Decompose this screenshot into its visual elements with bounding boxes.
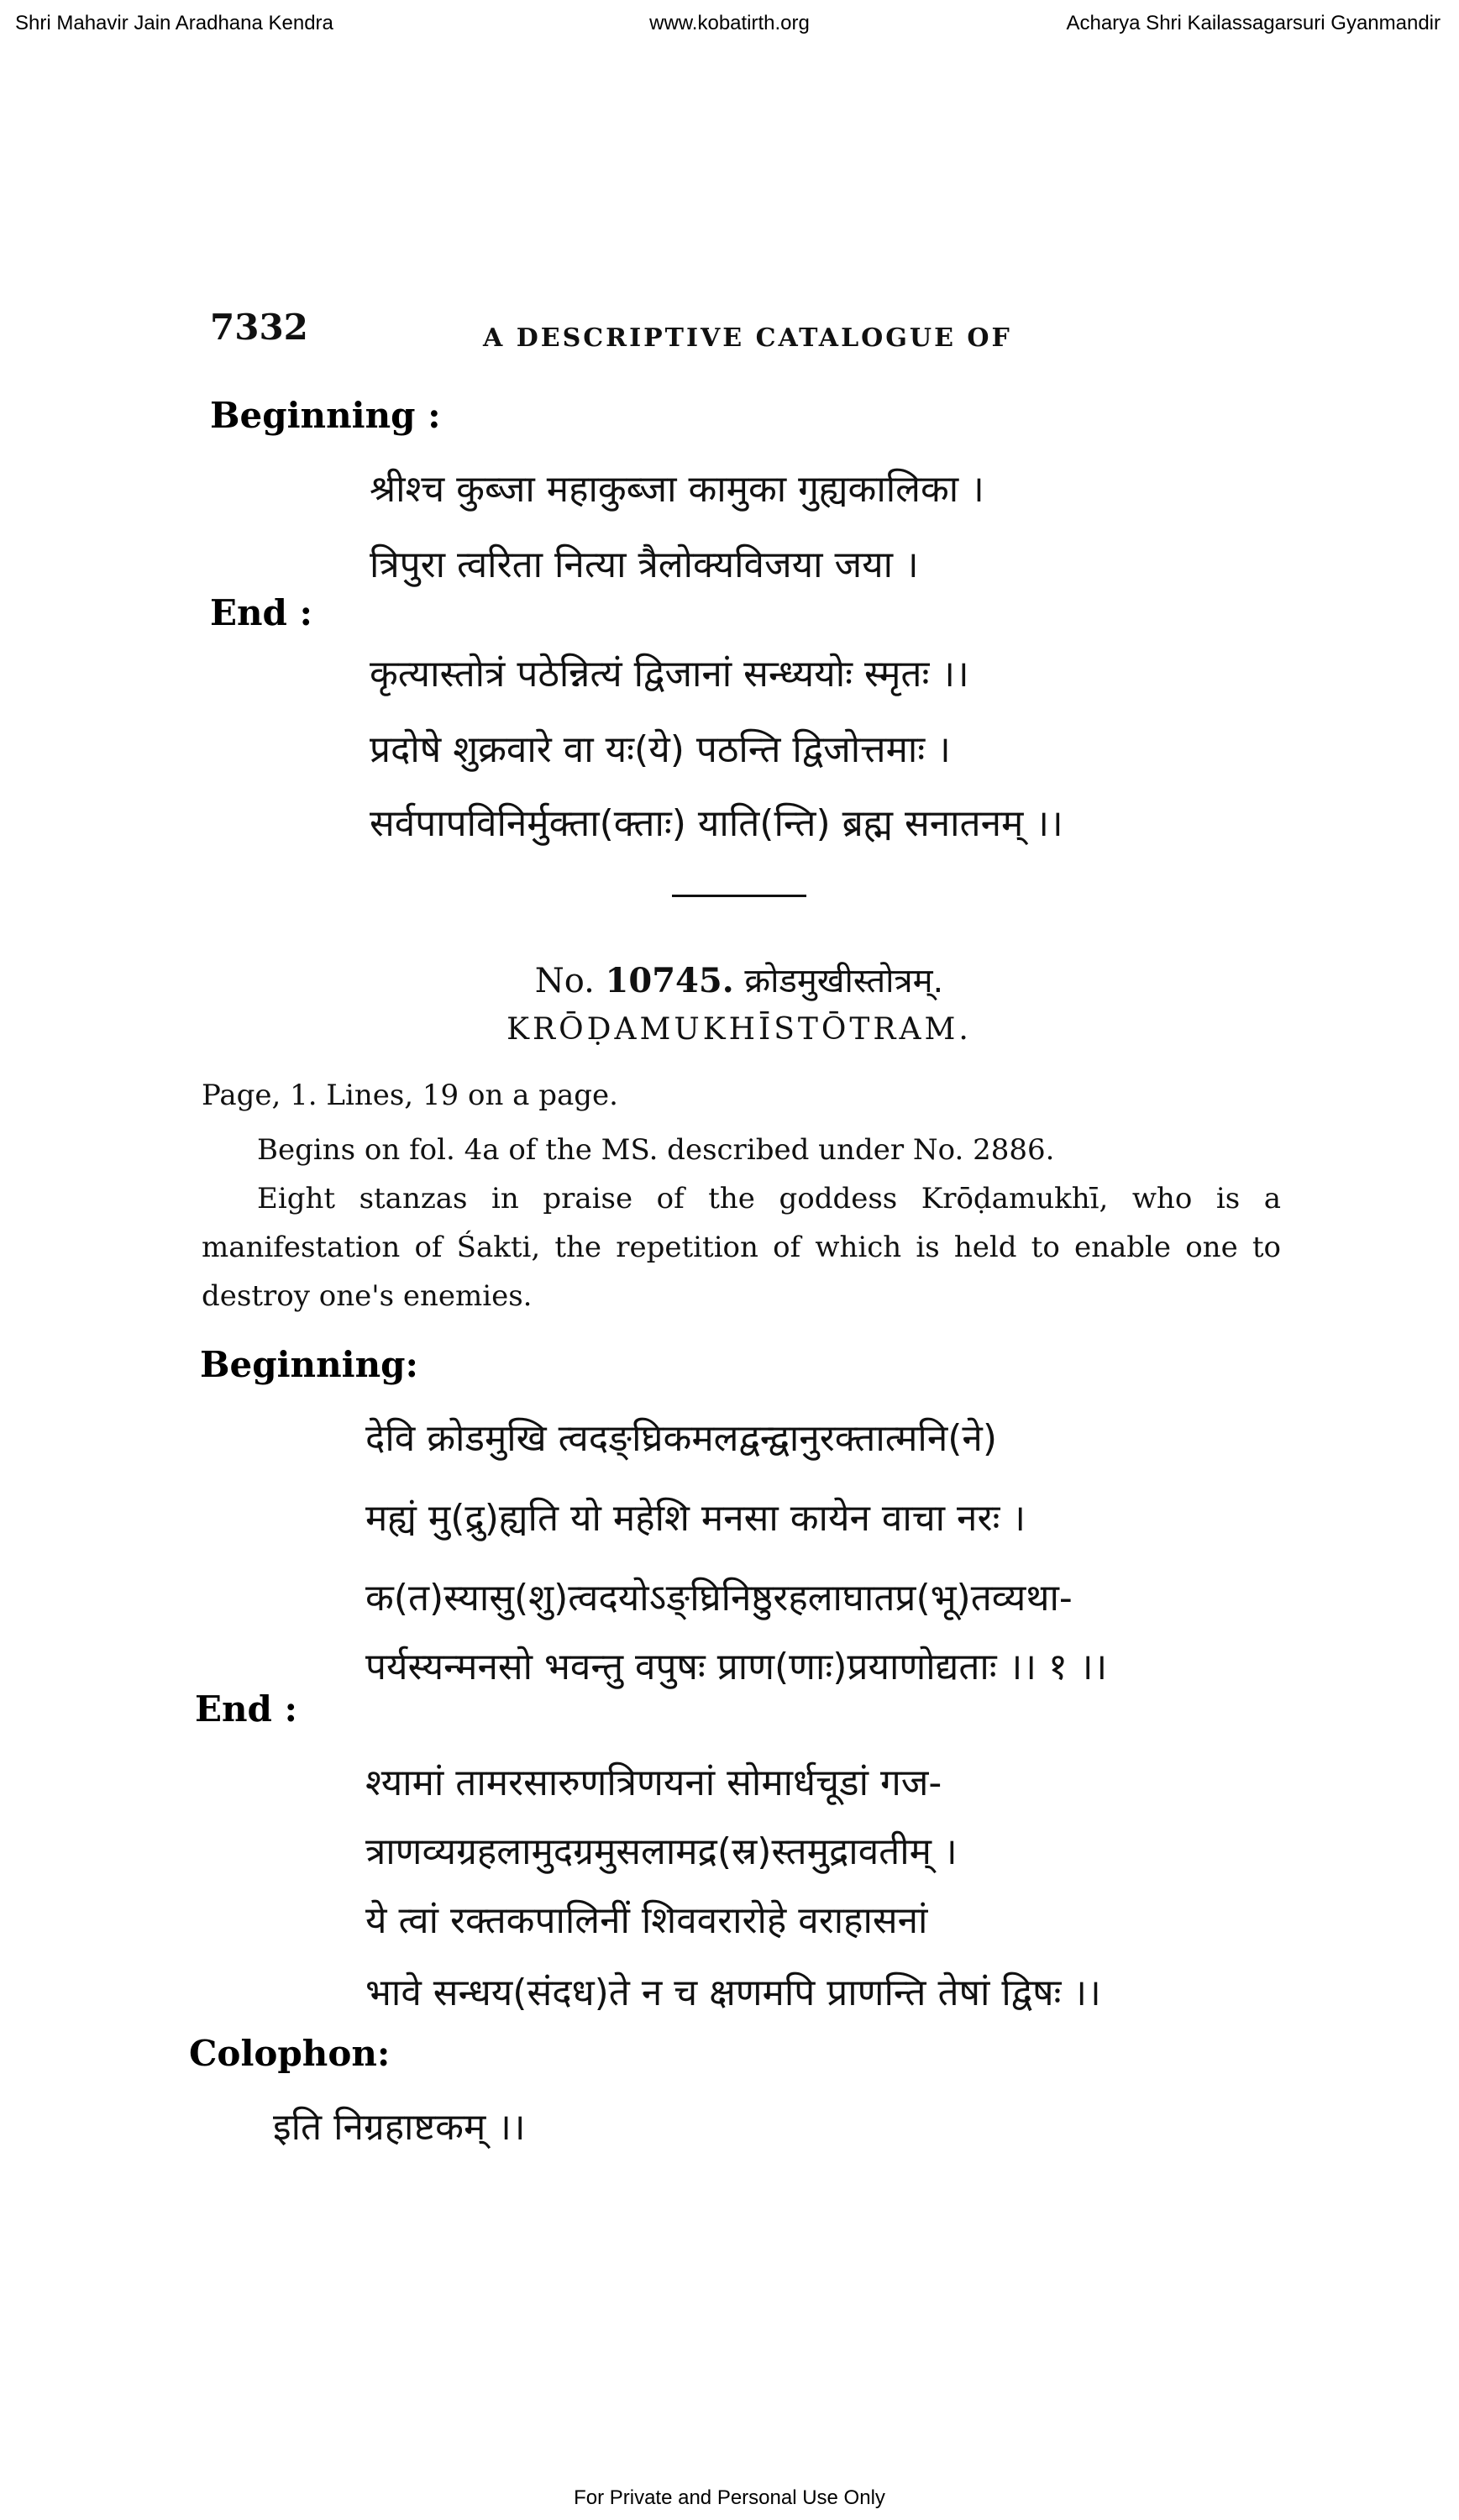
running-title: A DESCRIPTIVE CATALOGUE OF — [483, 323, 1012, 353]
entry-beginning-line: पर्यस्यन्मनसो भवन्तु वपुषः प्राण(णाः)प्रयाणोद्यताः ।। १ ।। — [365, 1646, 1108, 1688]
prev-end-line: कृत्यास्तोत्रं पठेन्नित्यं द्विजानां सन्ध्ययोः स्मृतः ।। — [370, 653, 969, 696]
entry-begins: Begins on fol. 4a of the MS. described under No. 2886. — [257, 1133, 1055, 1167]
entry-end-line: त्राणव्यग्रहलामुदग्रमुसलामद्र(स्र)स्तमुद्रावतीम् । — [365, 1830, 958, 1873]
entry-description: Eight stanzas in praise of the goddess Krōḍamukhī, who is a manifestation of Śakti, the repetition of which is held to enable one to destroy one's enemies. — [202, 1182, 1281, 1313]
colophon-label: Colophon: — [189, 2033, 391, 2074]
entry-beginning-line: देवि क्रोडमुखि त्वदङ्घ्रिकमलद्वन्द्वानुरक्तात्मनि(ने) — [365, 1417, 998, 1460]
prev-beginning-label: Beginning : — [210, 395, 441, 436]
entry-beginning-line: क(त)स्यासु(शु)त्वदयोऽङ्घ्रिनिष्ठुरहलाघातप्र(भू)तव्यथा- — [365, 1577, 1073, 1620]
entry-meta: Page, 1. Lines, 19 on a page. — [202, 1079, 618, 1112]
entry-beginning-label: Beginning: — [200, 1344, 418, 1385]
prev-end-line: सर्वपापविनिर्मुक्ता(क्ताः) याति(न्ति) ब्रह्म सनातनम् ।। — [370, 802, 1063, 845]
entry-title-roman: KRŌḌAMUKHĪSTŌTRAM. — [506, 1012, 972, 1047]
entry-end-label: End : — [195, 1688, 298, 1730]
header-right: Acharya Shri Kailassagarsuri Gyanmandir — [1066, 12, 1441, 34]
page-number: 7332 — [210, 307, 308, 348]
prev-beginning-line: त्रिपुरा त्वरिता नित्या त्रैलोक्यविजया जया । — [370, 543, 919, 586]
entry-heading — [0, 956, 1459, 1002]
entry-beginning-line: मह्यं मु(द्रु)ह्यति यो महेशि मनसा कायेन वाचा नरः । — [365, 1497, 1026, 1540]
prev-end-label: End : — [210, 592, 313, 633]
prev-beginning-line: श्रीश्च कुब्जा महाकुब्जा कामुका गुह्यकालिका । — [370, 468, 984, 511]
entry-number: 10745. — [605, 961, 734, 1000]
prev-end-line: प्रदोषे शुक्रवारे वा यः(ये) पठन्ति द्विजोत्तमाः । — [370, 728, 951, 771]
entry-end-line: श्यामां तामरसारुणत्रिणयनां सोमार्धचूडां गज- — [365, 1761, 942, 1804]
header-center: www.kobatirth.org — [649, 12, 810, 34]
entry-end-line: ये त्वां रक्तकपालिनीं शिववरारोहे वराहासनां — [365, 1899, 928, 1942]
entry-title-devanagari: क्रोडमुखीस्तोत्रम्. — [744, 962, 944, 1000]
entry-no-prefix: No. — [534, 962, 595, 1000]
entry-end-line: भावे सन्धय(संदध)ते न च क्षणमपि प्राणन्ति तेषां द्विषः ।। — [365, 1971, 1101, 2014]
colophon-line: इति निग्रहाष्टकम् ।। — [273, 2106, 526, 2149]
section-divider — [672, 895, 806, 897]
footer-notice: For Private and Personal Use Only — [574, 2486, 885, 2509]
header-left: Shri Mahavir Jain Aradhana Kendra — [15, 12, 333, 34]
